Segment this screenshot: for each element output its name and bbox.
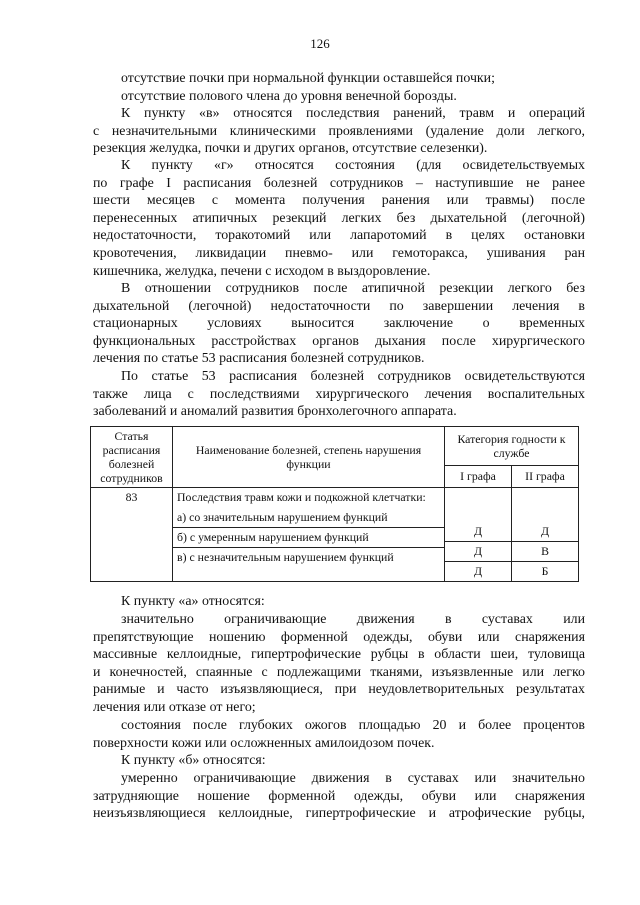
disease-title: Последствия травм кожи и подкожной клетчатки: [177, 490, 426, 504]
disease-name-cell [173, 488, 445, 582]
text-line: дыхательной (легочной) недостаточности по завершении лечения в [93, 298, 585, 314]
disease-subitem: а) со значительным нарушением функций [177, 510, 388, 524]
text-line: заболеваний и аномалий развития бронхолегочного аппарата. [93, 404, 457, 420]
text-line: неизъязвляющиеся келлоидные, гипертрофические и атрофические рубцы, [93, 806, 585, 822]
category-column-1-cell [445, 488, 512, 582]
text-line: состояния после глубоких ожогов площадью 20 и более процентов [121, 718, 585, 733]
text-line: поверхности кожи или осложненных амилоидозом почек. [93, 735, 435, 751]
text-line: отсутствие полового члена до уровня венечной борозды. [121, 89, 457, 104]
category-column-2-cell [512, 488, 579, 582]
category-value: Д [445, 561, 511, 581]
text-line: отсутствие почки при нормальной функции оставшейся почки; [121, 71, 495, 86]
article-number: 83 [91, 488, 173, 582]
text-line: также лица с последствиями хирургического лечения воспалительных [93, 386, 585, 402]
text-line: затрудняющие ношение форменной одежды, обуви или снаряжения [93, 788, 585, 804]
table-header-row [91, 427, 579, 466]
text-line: К пункту «в» относятся последствия ранений, травм и операций [121, 106, 585, 121]
text-line: с незначительными клиническими проявлениями (удаление доли легкого, [93, 123, 585, 139]
text-line: резекция желудка, почки и других органов, отсутствие селезенки). [93, 141, 488, 157]
page-number: 126 [310, 36, 330, 51]
category-value: В [512, 541, 578, 561]
text-line: К пункту «а» относятся: [121, 594, 265, 609]
text-line: К пункту «г» относятся состояния (для освидетельствуемых [121, 158, 585, 173]
text-line: По статье 53 расписания болезней сотрудников освидетельствуются [121, 369, 585, 384]
diseases-table [90, 426, 579, 582]
category-value: Д [540, 524, 550, 538]
category-value: Д [473, 524, 483, 538]
text-line: лечения или отказе от него; [93, 700, 256, 715]
text-line: препятствующие ношению форменной одежды, обуви или снаряжения [93, 629, 585, 645]
text-line: лечения по статье 53 расписания болезней сотрудников. [93, 351, 425, 367]
header-disease-name: Наименование болезней, степень нарушения функции [173, 427, 445, 488]
text-line: ранимые и часто изъязвляющиеся, при неудовлетворительных результатах [93, 682, 585, 698]
text-line: стационарных условиях выносится заключение о временных [93, 316, 585, 332]
header-article: Статья расписания болезней сотрудников [91, 427, 173, 488]
text-line: перенесенных атипичных резекций легких без дыхательной (легочной) [93, 210, 585, 226]
header-category: Категория годности к службе [445, 427, 579, 466]
text-line: шести месяцев с момента получения ранения или травмы) после [93, 193, 585, 209]
category-value: Д [445, 541, 511, 561]
category-value: Б [512, 561, 578, 581]
text-line: по графе I расписания болезней сотрудников – наступившие не ранее [93, 175, 585, 191]
text-line: массивные келлоидные, гипертрофические рубцы в области шеи, туловища [93, 647, 585, 663]
text-line: кишечника, желудка, печени с исходом в выздоровление. [93, 263, 431, 279]
text-line: умеренно ограничивающие движения в суставах или значительно [121, 771, 585, 786]
disease-subitem: б) с умеренным нарушением функций [173, 527, 444, 547]
text-line: В отношении сотрудников после атипичной резекции легкого без [121, 281, 585, 296]
table-row [91, 488, 579, 582]
text-line: К пункту «б» относятся: [121, 753, 266, 768]
header-column-2: II графа [512, 465, 579, 487]
text-line: значительно ограничивающие движения в суставах или [121, 612, 585, 627]
text-line: функциональных расстройствах органов дыхания после хирургического [93, 333, 585, 349]
disease-subitem: в) с незначительным нарушением функций [173, 547, 444, 567]
header-column-1: I графа [445, 465, 512, 487]
text-line: недостаточности, торакотомий или лапаротомий в целях остановки [93, 228, 585, 244]
text-line: и конечностей, спаянные с подлежащими тканями, изъязвленные или легко [93, 664, 585, 680]
text-line: кровотечения, ликвидации пневмо- или гемоторакса, ушивания ран [93, 246, 585, 261]
